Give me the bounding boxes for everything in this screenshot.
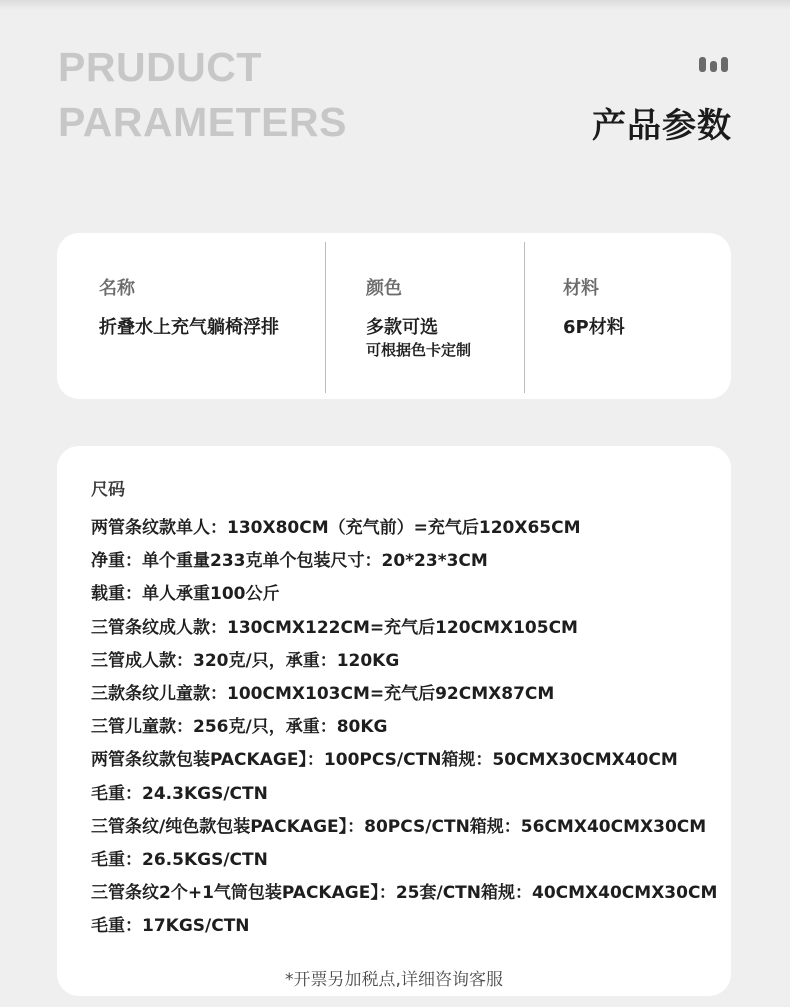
page-title: 产品参数 [592, 106, 732, 146]
param-material-label: 材料 [563, 278, 599, 299]
bar-chart-icon-bar [699, 57, 706, 72]
size-card [57, 446, 731, 996]
param-color-label: 颜色 [366, 278, 402, 299]
param-name-value: 折叠水上充气躺椅浮排 [99, 317, 279, 338]
english-title [58, 40, 347, 150]
params-card [57, 233, 731, 399]
param-material [525, 233, 731, 399]
bar-chart-icon-bar [721, 57, 728, 72]
size-line: 毛重：26.5KGS/CTN [91, 849, 268, 870]
size-line: 三管条纹2个+1气筒包装PACKAGE】：25套/CTN箱规：40CMX40CMX30CM [91, 883, 718, 904]
bar-chart-icon [699, 52, 729, 72]
size-list [91, 517, 717, 948]
size-line: 三款条纹儿童款：100CMX103CM=充气后92CMX87CM [91, 683, 555, 704]
english-title-line-1: PRUDUCT [58, 44, 262, 90]
param-color [326, 233, 524, 399]
size-line: 三管条纹成人款：130CMX122CM=充气后120CMX105CM [91, 617, 578, 638]
bar-chart-icon-bar [710, 61, 717, 72]
param-name-label: 名称 [99, 278, 135, 299]
size-line: 两管条纹款单人：130X80CM（充气前）=充气后120X65CM [91, 518, 581, 538]
size-line: 毛重：17KGS/CTN [91, 916, 250, 937]
size-line: 三管儿童款：256克/只，承重：80KG [91, 717, 388, 738]
size-line: 三管条纹/纯色款包装PACKAGE】：80PCS/CTN箱规：56CMX40CMX30CM [91, 816, 707, 837]
size-line: 毛重：24.3KGS/CTN [91, 783, 268, 804]
footnote: *开票另加税点,详细咨询客服 [285, 970, 503, 990]
param-name [57, 233, 325, 399]
size-line: 两管条纹款包装PACKAGE】：100PCS/CTN箱规：50CMX30CMX40CM [91, 750, 678, 771]
size-title: 尺码 [91, 480, 125, 500]
english-title-line-2: PARAMETERS [58, 99, 347, 145]
param-material-value: 6P材料 [563, 317, 625, 338]
top-shadow [0, 0, 790, 10]
param-color-value: 多款可选 [366, 317, 438, 338]
size-line: 载重：单人承重100公斤 [91, 584, 280, 605]
size-line: 净重：单个重量233克单个包装尺寸：20*23*3CM [91, 551, 488, 572]
size-line: 三管成人款：320克/只，承重：120KG [91, 650, 400, 671]
param-color-note: 可根据色卡定制 [366, 341, 472, 359]
